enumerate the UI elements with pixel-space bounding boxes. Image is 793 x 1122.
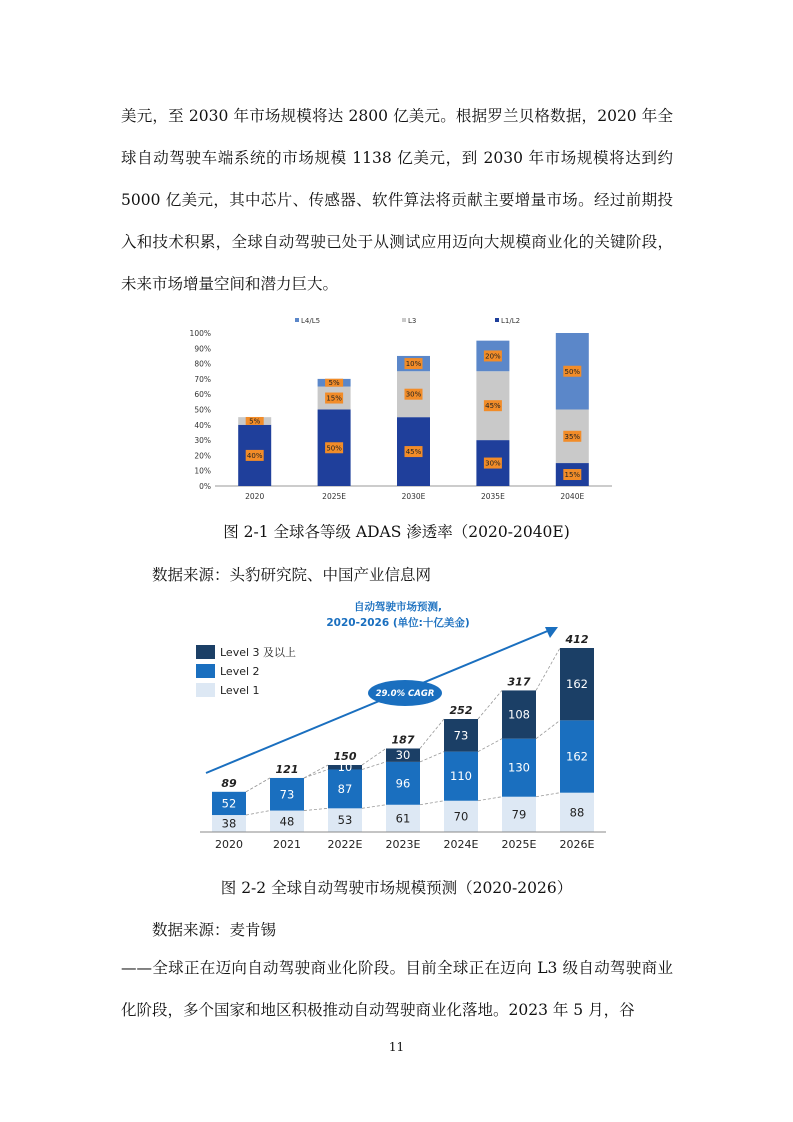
x-tick-label: 2022E [327, 838, 363, 851]
data-label: 73 [279, 787, 295, 802]
data-label: 96 [395, 776, 411, 791]
data-label: 79 [511, 807, 527, 822]
y-tick-label: 60% [194, 390, 211, 400]
paragraph-top: 美元，至 2030 年市场规模将达 2800 亿美元。根据罗兰贝格数据，2020 年全球自动驾驶车端系统的市场规模 1138 亿美元，到 2030 年市场规模将达到约 5000 亿美元，其中芯片、传感器、软件算法将贡献主要增量市场。经过前期投入和技术积累，全球自动驾驶已处于从测试应用迈向大规模商业化的关键阶段，未来市场增量空间和潜力巨大。 [121, 107, 673, 293]
total-label: 150 [333, 750, 357, 764]
total-label: 187 [391, 733, 415, 747]
data-label: 15% [564, 471, 581, 480]
trend-connector [246, 778, 270, 792]
legend-label: Level 1 [220, 684, 260, 697]
total-label: 121 [275, 762, 299, 776]
data-label: 45% [485, 402, 501, 411]
x-tick-label: 2023E [385, 838, 421, 851]
trend-connector [362, 762, 386, 770]
data-label: 38 [221, 816, 237, 831]
legend-swatch [295, 318, 299, 322]
x-tick-label: 2020 [245, 492, 265, 501]
trend-connector [536, 648, 560, 690]
data-label: 87 [337, 781, 353, 796]
data-label: 52 [221, 796, 237, 811]
page-number: 11 [388, 1040, 405, 1054]
x-tick-label: 2025E [322, 492, 347, 501]
data-label: 61 [395, 811, 411, 826]
trend-connector [478, 690, 502, 719]
data-label: 110 [450, 769, 472, 784]
trend-connector [246, 778, 270, 792]
total-label: 252 [449, 704, 473, 718]
x-tick-label: 2035E [480, 492, 505, 501]
data-label: 50% [326, 444, 342, 453]
trend-connector [304, 808, 328, 810]
data-label: 162 [566, 677, 588, 692]
y-tick-label: 90% [194, 344, 211, 354]
y-tick-label: 40% [194, 420, 211, 430]
data-label: 5% [249, 417, 261, 426]
cagr-label: 29.0% CAGR [375, 689, 435, 699]
data-label: 108 [508, 707, 530, 722]
x-tick-label: 2024E [443, 838, 479, 851]
x-tick-label: 2025E [501, 838, 537, 851]
trend-connector [478, 797, 502, 801]
legend-swatch [495, 318, 499, 322]
figure2-source: 数据来源：麦肯锡 [152, 921, 277, 939]
data-label: 88 [569, 805, 585, 820]
data-label: 5% [328, 379, 340, 388]
trend-connector [536, 793, 560, 797]
legend-label: L4/L5 [301, 317, 321, 325]
trend-connector [420, 719, 444, 748]
x-tick-label: 2030E [401, 492, 426, 501]
data-label: 30 [395, 748, 411, 763]
trend-connector [304, 765, 328, 778]
y-tick-label: 10% [194, 466, 211, 476]
legend-swatch [196, 664, 215, 678]
y-tick-label: 70% [194, 374, 211, 384]
data-label: 53 [337, 813, 353, 828]
data-label: 130 [508, 760, 530, 775]
legend-swatch [196, 683, 215, 697]
total-label: 317 [507, 675, 531, 689]
data-label: 70 [453, 809, 469, 824]
x-tick-label: 2021 [273, 838, 301, 851]
y-tick-label: 50% [194, 405, 211, 415]
trend-connector [362, 748, 386, 765]
trend-connector [246, 811, 270, 815]
data-label: 15% [326, 394, 342, 403]
chart-subtitle: 2020-2026 (单位:十亿美金) [326, 617, 470, 629]
x-tick-label: 2026E [559, 838, 595, 851]
trend-connector [420, 752, 444, 762]
total-label: 412 [565, 633, 589, 646]
y-tick-label: 20% [194, 451, 211, 461]
data-label: 10 [337, 760, 353, 775]
figure2-caption: 图 2-2 全球自动驾驶市场规模预测（2020-2026） [220, 879, 573, 897]
paragraph-bottom: ——全球正在迈向自动驾驶商业化阶段。目前全球正在迈向 L3 级自动驾驶商业化阶段，多个国家和地区积极推动自动驾驶商业化落地。2023 年 5 月，谷 [121, 959, 673, 1019]
x-tick-label: 2020 [215, 838, 243, 851]
data-label: 73 [453, 728, 469, 743]
data-label: 35% [564, 432, 581, 441]
figure1-source: 数据来源：头豹研究院、中国产业信息网 [152, 566, 432, 584]
legend-label: Level 3 及以上 [220, 646, 297, 659]
legend-label: Level 2 [220, 665, 260, 678]
trend-connector [478, 739, 502, 752]
y-tick-label: 100% [189, 329, 211, 338]
x-tick-label: 2040E [560, 492, 585, 501]
legend-label: L1/L2 [501, 317, 521, 325]
data-label: 20% [485, 352, 501, 361]
y-tick-label: 0% [199, 482, 211, 491]
trend-connector [362, 805, 386, 809]
y-tick-label: 30% [194, 436, 211, 446]
data-label: 162 [566, 749, 588, 764]
data-label: 30% [405, 390, 422, 399]
total-label: 89 [221, 776, 237, 790]
data-label: 40% [246, 451, 263, 460]
trend-arrow-head [545, 627, 558, 638]
trend-connector [304, 769, 328, 777]
data-label: 10% [405, 360, 422, 369]
y-tick-label: 80% [194, 359, 211, 369]
figure1-caption: 图 2-1 全球各等级 ADAS 渗透率（2020-2040E) [223, 523, 570, 541]
market-size-chart [188, 596, 618, 858]
adas-penetration-chart [180, 305, 620, 505]
chart-title: 自动驾驶市场预测, [354, 601, 442, 613]
legend-swatch [402, 318, 406, 322]
trend-connector [536, 720, 560, 738]
legend-swatch [196, 645, 215, 659]
data-label: 45% [405, 448, 422, 457]
data-label: 48 [279, 814, 295, 829]
data-label: 50% [564, 367, 581, 376]
trend-connector [420, 801, 444, 805]
legend-label: L3 [408, 317, 417, 325]
data-label: 30% [485, 459, 501, 468]
